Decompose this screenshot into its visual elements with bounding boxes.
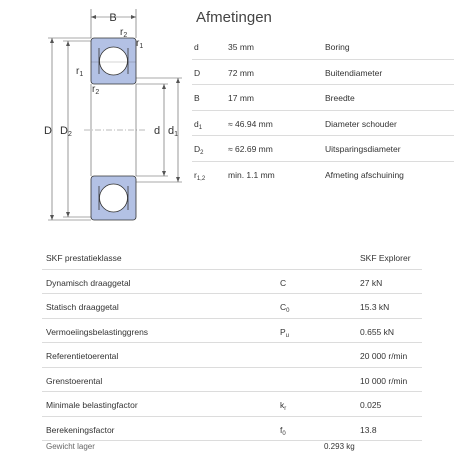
dimensions-table <box>192 34 454 186</box>
performance-value: 0.655 kN <box>360 326 395 337</box>
performance-value: 15.3 kN <box>360 302 390 312</box>
label-r2-left: $r_2$ <box>92 84 100 96</box>
label-r2-top: $r_2$ <box>120 27 128 39</box>
dimension-value: 72 mm <box>228 67 254 78</box>
label-d1: d1 <box>168 125 179 138</box>
performance-label: Vermoeiingsbelastinggrens <box>46 326 149 337</box>
performance-symbol: $C_0$ <box>280 302 290 314</box>
weight-row <box>42 440 422 454</box>
dimension-description: Buitendiameter <box>325 67 383 78</box>
dimension-symbol: $D_2$ <box>194 144 204 156</box>
dimension-row <box>192 85 454 111</box>
label-b: B <box>109 12 117 24</box>
bearing-section-top <box>91 38 136 84</box>
performance-row <box>42 245 422 270</box>
performance-row <box>42 270 422 295</box>
performance-symbol: C <box>280 277 287 288</box>
performance-value: 20 000 r/min <box>360 351 408 361</box>
performance-value: 0.025 <box>360 400 382 410</box>
dimension-value: 35 mm <box>228 42 254 52</box>
label-d-outer: D <box>44 125 52 137</box>
performance-row <box>42 319 422 344</box>
dimension-description: Diameter schouder <box>325 118 397 129</box>
dimension-description: Breedte <box>325 93 355 103</box>
performance-label: Berekeningsfactor <box>46 424 115 435</box>
dimension-row <box>192 162 454 187</box>
weight-label: Gewicht lager <box>46 442 95 451</box>
performance-symbol: $f_0$ <box>280 424 286 437</box>
performance-label: Dynamisch draaggetal <box>46 277 131 288</box>
dimension-description: Boring <box>325 42 350 52</box>
dimension-row <box>192 136 454 162</box>
dimension-symbol: B <box>194 93 200 103</box>
label-r1-top: $r_1$ <box>136 38 144 50</box>
performance-label: Referentietoerental <box>46 351 119 361</box>
dimension-symbol: d <box>194 42 199 52</box>
dimension-row <box>192 111 454 137</box>
performance-row <box>42 294 422 319</box>
performance-value: SKF Explorer <box>360 253 411 263</box>
performance-label: Minimale belastingfactor <box>46 400 138 410</box>
performance-value: 10 000 r/min <box>360 375 408 386</box>
dimension-value: min. 1.1 mm <box>228 169 275 180</box>
dimension-value: ≈ 46.94 mm <box>228 118 273 129</box>
dimension-symbol: $r_{1,2}$ <box>194 169 206 182</box>
label-r1-left: $r_1$ <box>76 66 84 78</box>
weight-value: 0.293 kg <box>324 442 355 451</box>
dimension-symbol: D <box>194 67 201 78</box>
bearing-cross-section-drawing <box>0 0 190 230</box>
performance-label: SKF prestatieklasse <box>46 253 122 263</box>
performance-symbol: $P_u$ <box>280 326 290 339</box>
bearing-section-bottom <box>91 176 136 220</box>
dimension-row <box>192 60 454 86</box>
performance-row <box>42 392 422 417</box>
performance-row <box>42 368 422 393</box>
performance-symbol: $k_r$ <box>280 400 287 412</box>
performance-row <box>42 343 422 368</box>
performance-value: 27 kN <box>360 277 383 288</box>
label-d2: D2 <box>60 125 72 138</box>
dimension-symbol: $d_1$ <box>194 118 203 131</box>
dimension-value: 17 mm <box>228 93 254 103</box>
dimensions-title: Afmetingen <box>196 9 272 26</box>
performance-row <box>42 417 422 442</box>
performance-label: Grenstoerental <box>46 375 103 386</box>
dimension-row <box>192 34 454 60</box>
dimension-value: ≈ 62.69 mm <box>228 144 273 154</box>
dimension-description: Uitsparingsdiameter <box>325 144 401 154</box>
performance-label: Statisch draaggetal <box>46 302 119 312</box>
performance-value: 13.8 <box>360 424 377 435</box>
performance-table <box>42 245 422 441</box>
label-d-bore: d <box>154 125 161 137</box>
dimension-description: Afmeting afschuining <box>325 169 404 180</box>
